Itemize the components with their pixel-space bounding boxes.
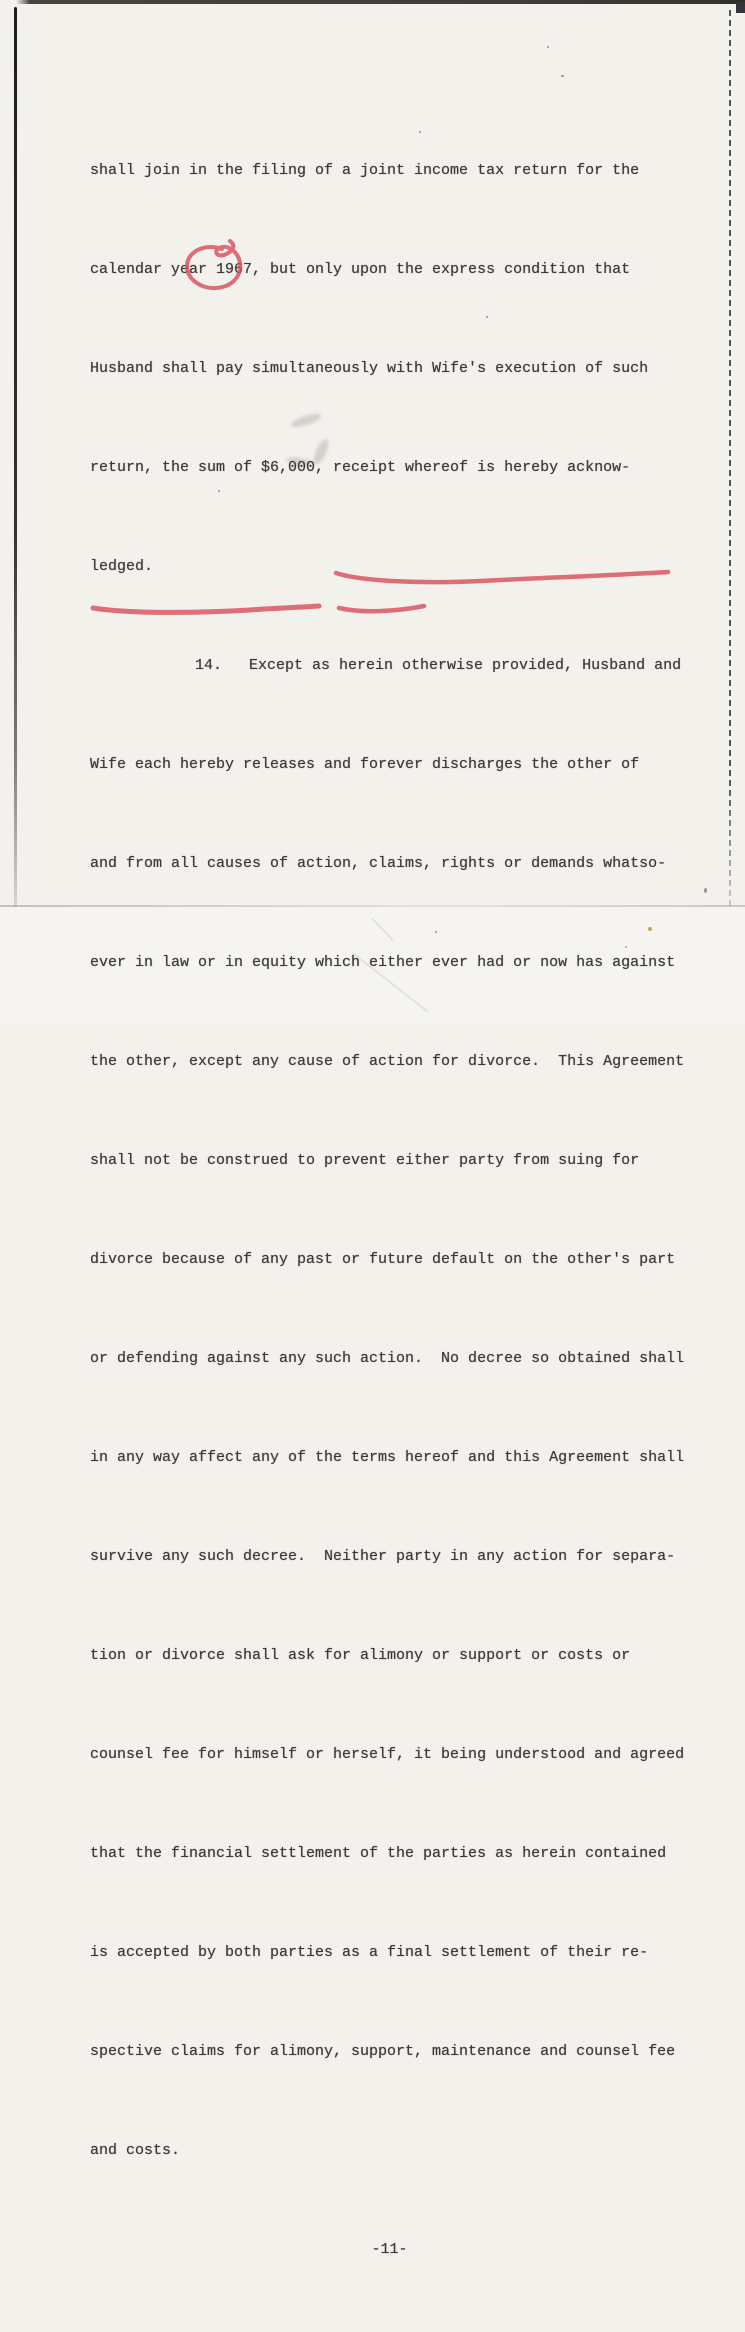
text-line: or defending against any such action. No decree so obtained shall [90,1350,685,1367]
text-line: shall not be construed to prevent either party from suing for [90,1152,640,1169]
text-line: return, the sum of $6,000, receipt whereof is hereby acknow- [90,459,631,476]
dust-speck [561,75,564,77]
scan-top-edge-shadow [0,0,745,4]
scan-right-perforation-line [729,10,731,948]
text-line: calendar year 1967, but only upon the express condition that [90,261,631,278]
text-line: in any way affect any of the terms hereof and this Agreement shall [90,1449,685,1466]
text-line: counsel fee for himself or herself, it being understood and agreed [90,1746,685,1763]
text-line: Husband shall pay simultaneously with Wife's execution of such [90,360,649,377]
text-line: ever in law or in equity which either ever had or now has against [90,954,676,971]
text-line: and from all causes of action, claims, rights or demands whatso- [90,855,667,872]
dust-speck [704,888,707,893]
text-line: spective claims for alimony, support, maintenance and counsel fee [90,2043,676,2060]
text-line-paragraph-14: 14. Except as herein otherwise provided, Husband and [195,657,682,674]
text-line: and costs. [90,2142,181,2159]
text-line-underlined: tion or divorce shall ask for alimony or support or costs or [90,1647,631,1664]
text-line: shall join in the filing of a joint income tax return for the [90,162,640,179]
page-number: -11- [371,2241,408,2258]
text-line: the other, except any cause of action for divorce. This Agreement [90,1053,685,1070]
scan-corner-mark [736,2,745,13]
text-line: Wife each hereby releases and forever discharges the other of [90,756,640,773]
text-line: ledged. [90,558,154,575]
text-line: is accepted by both parties as a final settlement of their re- [90,1944,649,1961]
text-line: that the financial settlement of the parties as herein contained [90,1845,667,1862]
scan-left-edge-line [14,7,17,952]
text-line-underlined: survive any such decree. Neither party in any action for separa- [90,1548,676,1565]
text-line: divorce because of any past or future default on the other's part [90,1251,676,1268]
dust-speck [547,46,549,48]
document-text [90,88,685,2332]
